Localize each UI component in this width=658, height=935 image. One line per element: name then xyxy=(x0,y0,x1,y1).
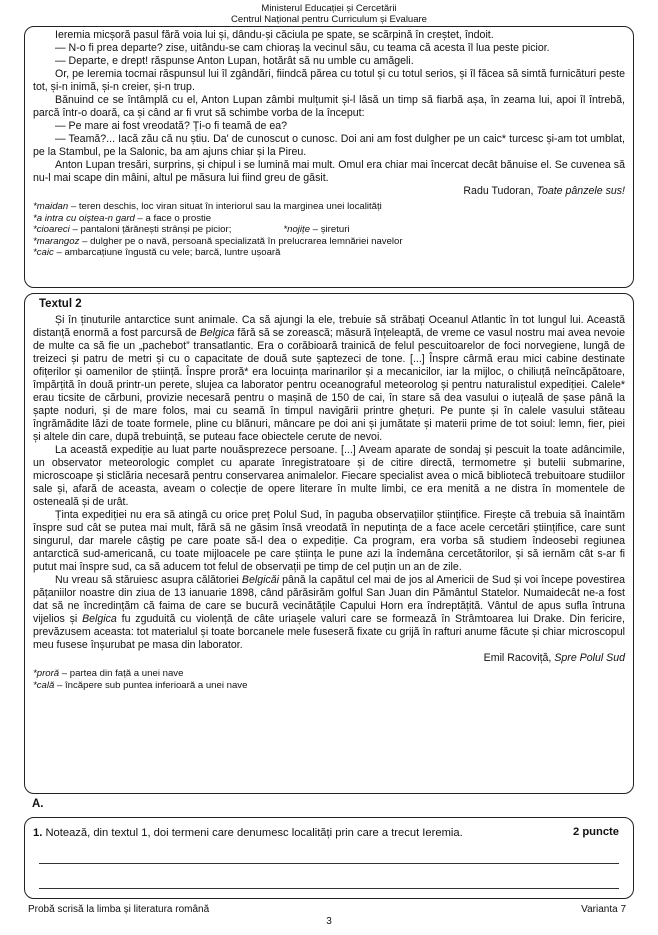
footnote-term: *marangoz xyxy=(33,235,80,247)
question-box xyxy=(24,817,634,899)
text1-paragraph: Anton Lupan tresări, surprins, și chipul i se lumină mai mult. Omul era chiar mai încercat decât bănuise el. Se cuvenea să nu-l mai scape din mâini, altul pe măsura lui fiind greu de găsit. xyxy=(33,159,625,184)
text2-author: Emil Racoviță, xyxy=(483,652,552,664)
text1-author: Radu Tudoran, xyxy=(463,185,534,197)
text2-title: Textul 2 xyxy=(39,298,82,310)
footnote-def: – partea din față a unei nave xyxy=(59,668,184,679)
footnote-term: *caic xyxy=(33,247,54,258)
text2-work: Spre Polul Sud xyxy=(554,652,625,664)
text1-work: Toate pânzele sus! xyxy=(536,185,625,197)
footnote-term: *proră xyxy=(33,668,60,679)
text1-paragraph: Bănuind ce se întâmplă cu el, Anton Lupan zâmbi mulțumit și-l lăsă un timp să fiarbă așa, în zeama lui, apoi îl întrebă, parcă într-o doară, ca și când ar fi vrut să schimbe vorba de la început: xyxy=(33,94,625,119)
footnote xyxy=(33,668,625,680)
footnote-def: – dulgher pe o navă, persoană specializată în prelucrarea lemnăriei navelor xyxy=(79,235,403,247)
question-1 xyxy=(33,826,625,840)
text2-box xyxy=(24,293,634,794)
footnote-term: *cală xyxy=(33,679,55,691)
footnote xyxy=(33,213,625,225)
ship-name: Belgica xyxy=(199,327,235,339)
page-number: 3 xyxy=(326,916,332,927)
text1-citation xyxy=(33,185,625,198)
text2-citation xyxy=(33,652,625,665)
section-label: A. xyxy=(32,798,44,810)
text1-box xyxy=(24,26,634,288)
header-center: Centrul Național pentru Curriculum și Evaluare xyxy=(231,14,427,25)
text2-notes xyxy=(33,668,625,691)
footnote-def: – pantaloni țărănești strânși pe picior; xyxy=(69,224,232,235)
text1-paragraph: — Pe mare ai fost vreodată? Ți-o fi teamă de ea? xyxy=(55,120,288,132)
footnote-def: – încăpere sub puntea inferioară a unei nave xyxy=(54,679,248,691)
footnote-def: – a face o prostie xyxy=(134,212,212,224)
footnote xyxy=(33,247,625,259)
answer-line[interactable] xyxy=(39,863,619,864)
text2-paragraph: La această expediție au luat parte nouăsprezece persoane. [...] Aveam aparate de sondaj și pescuit la toate adâncimile, un observator meteorologic complet cu aparate înregistratoare și de citire directă, termometre și butelii submarine, microscoape și sticlăria necesară pentru conservarea animalelor. Fiecare specialist avea o mică bibliotecă trebuitoare studiilor sale și, afară de aceasta, aveam o colecție de opere literare în multe limbi, ce era menită a ne distra în momentele de osteneală și de urât. xyxy=(33,444,625,508)
footer-exam: Probă scrisă la limba și literatura română xyxy=(28,904,210,915)
footnote xyxy=(33,236,625,248)
footnote-def: – ambarcațiune îngustă cu vele; barcă, luntre ușoară xyxy=(53,247,281,258)
footnote xyxy=(33,201,625,213)
footnote-def: – șireturi xyxy=(310,224,350,235)
footnote-def: – teren deschis, loc viran situat în interiorul sau la marginea unei localități xyxy=(68,201,382,212)
footnote xyxy=(33,680,625,692)
ship-name: Belgica xyxy=(82,613,117,625)
text1-paragraph: — Departe, e drept! răspunse Anton Lupan, hotărât să nu umble cu amăgeli. xyxy=(55,55,414,67)
footnote-term: *maidan xyxy=(33,201,69,212)
text1-notes xyxy=(33,201,625,259)
text1-paragraph: Ieremia micșoră pasul fără voia lui și, dându-și căciula pe spate, se scărpină în creștet, îndoit. xyxy=(55,29,494,41)
footnote-term: *cioareci xyxy=(33,224,70,235)
text1-paragraph: — N-o fi prea departe? zise, uitându-se cam chioraș la vecinul său, cu teama că acesta îl lua peste picior. xyxy=(55,42,550,54)
header-ministry: Ministerul Educației și Cercetării xyxy=(261,3,397,14)
ship-name: Belgicăi xyxy=(241,574,280,586)
text1-paragraph: — Teamă?... Iacă zău că nu știu. Da' de cunoscut o cunosc. Doi ani am fost dulgher pe un caic* turcesc și-am tot umblat, pe la Stambul, pe la Salonic, ba am ajuns chiar și la Pireu. xyxy=(33,133,625,158)
answer-line[interactable] xyxy=(39,888,619,889)
footnote-term: *nojițe xyxy=(283,224,311,235)
question-number: 1. xyxy=(33,827,43,839)
text2-paragraph: Ținta expediției nu era să atingă cu orice preț Polul Sud, în paguba observațiilor științifice. Firește că trebuia să înaintăm înspre sud cât se putea mai mult, fără să ne găsim însă vreodată în neputința de a face acele cercetări științifice, care sunt singurul, dar marele câștig pe care poate să-l dea o expediție. Ca program, era vorba să studiem îndeosebi regiunea antarctică sud-americană, cu toate mijloacele pe care știința le pune azi la îndemâna cercetătorilor, și să iernăm cât s-ar fi putut mai înspre sud, ca să aducem tot felul de observații pe timp de cel puțin un an de zile. xyxy=(33,509,625,573)
question-points: 2 puncte xyxy=(572,826,619,838)
footer-variant: Varianta 7 xyxy=(581,904,626,915)
question-text: Notează, din textul 1, doi termeni care denumesc localități prin care a trecut Ieremia. xyxy=(45,827,463,839)
text2-paragraph: Și în ținuturile antarctice sunt animale. Ca să ajungi la ele, trebuie să străbați Oceanul Atlantic în tot lungul lui. Această distanță enormă a fost parcursă de Belgica fără să se zorească; măsură înțeleaptă, de vreme ce vasul nostru mai avea nevoie de multe ca să fie un „pachebot” transatlantic. Era o corăbioară trainică de felul pescuitoarelor de foci norvegiene, lungă de treizeci și patru de metri și cu o capacitate de două sute șaptezeci de tone. [...] Înspre cârmă erau mici cabine destinate ofițerilor și oamenilor de știință. Înspre proră* era locuința marinarilor și a mecanicilor, iar la mijloc, o chiliuță neîncăpătoare, împărțită în două printr-un perete, slujea ca laborator pentru oceanograful meteorolog și pentru naturalistul expediției. Calele* erau ticsite de cărbuni, provizie necesară pentru o mașină de 150 de cai, în stare să dea vasului o iuțeală de șase până la șapte noduri, și de mare folos, mai cu seamă în timpul navigării printre ghețuri. Pe punte și în calele vasului stăteau îngrămădite lăzi de toate formele, pline cu blănuri, mâncare pe doi ani și jumătate și materii prime de tot soiul: lemn, fier, piei și altele din care, după trebuință, se puteau face obiectele cerute de nevoi. xyxy=(33,314,625,443)
text2-paragraph: Nu vreau să stăruiesc asupra călătoriei Belgicăi până la capătul cel mai de jos al Americii de Sud și voi începe povestirea pățaniilor noastre din ziua de 13 ianuarie 1898, când părăsirăm golful San Juan din Pământul Statelor. Numaidecât ne-a fost dat să ne încredințăm că faima de care se bucură vecinătățile Capului Horn era îndreptățită. Vântul de apus sufla întruna vijelios și Belgica fu zguduită cu violență de câte uriașele valuri care se formează în Strâmtoarea lui Drake. Din fericire, prevăzusem aceasta: tot materialul și toate borcanele mele fuseseră fixate cu grijă în rafturi anume făcute și chiar microscopul meu fusese înșurubat pe masa din laborator. xyxy=(33,574,625,651)
footnote xyxy=(33,224,625,236)
text1-paragraph: Or, pe Ieremia tocmai răspunsul lui îl zgândări, fiindcă părea cu totul și cu totul serios, și îl făcea să simtă furnicături peste tot, și-n inimă, și-n creier, și-n trup. xyxy=(33,68,625,93)
footnote-term: *a intra cu oiștea-n gard xyxy=(33,212,135,224)
